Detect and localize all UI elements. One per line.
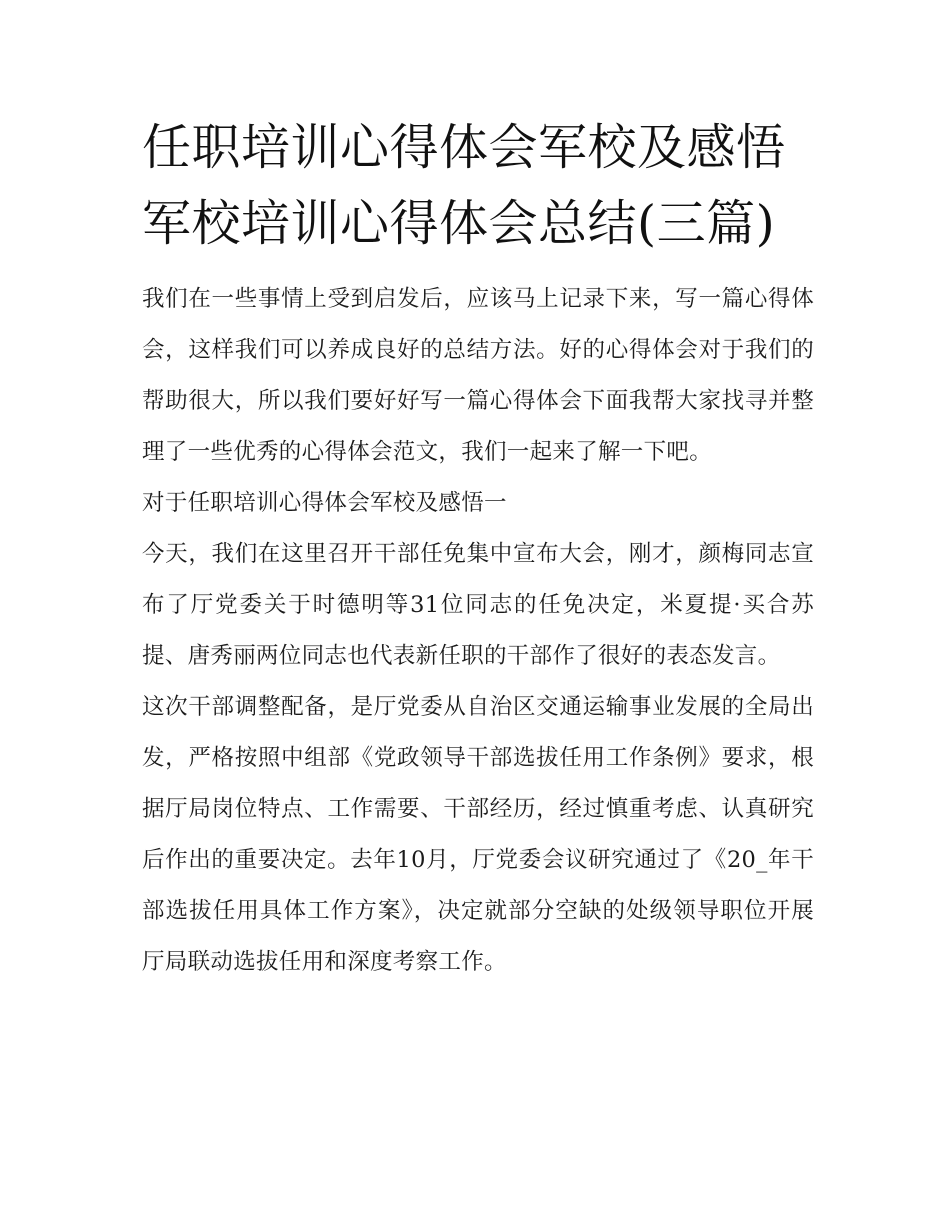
body-paragraph-2: 这次干部调整配备，是厅党委从自治区交通运输事业发展的全局出发，严格按照中组部《党政领导干部选拔任用工作条例》要求，根据厅局岗位特点、工作需要、干部经历，经过慎重考虑、认真研究后作出的重要决定。去年10月，厅党委会议研究通过了《20_年干部选拔任用具体工作方案》，决定就部分空缺的处级领导职位开展厅局联动选拔任用和深度考察工作。 <box>142 694 814 975</box>
intro-paragraph: 我们在一些事情上受到启发后，应该马上记录下来，写一篇心得体会，这样我们可以养成良好的总结方法。好的心得体会对于我们的帮助很大，所以我们要好好写一篇心得体会下面我帮大家找寻并整理了一些优秀的心得体会范文，我们一起来了解一下吧。 <box>142 286 814 465</box>
title-line-2: 军校培训心得体会总结(三篇) <box>142 195 776 252</box>
document-body <box>142 274 814 988</box>
document-page <box>142 110 814 988</box>
title-line-1: 任职培训心得体会军校及感悟 <box>142 119 786 176</box>
body-paragraph-1: 今天，我们在这里召开干部任免集中宣布大会，刚才，颜梅同志宣布了厅党委关于时德明等31位同志的任免决定，米夏提·买合苏提、唐秀丽两位同志也代表新任职的干部作了很好的表态发言。 <box>142 541 814 669</box>
document-title <box>142 110 814 262</box>
section-heading: 对于任职培训心得体会军校及感悟一 <box>142 490 507 516</box>
